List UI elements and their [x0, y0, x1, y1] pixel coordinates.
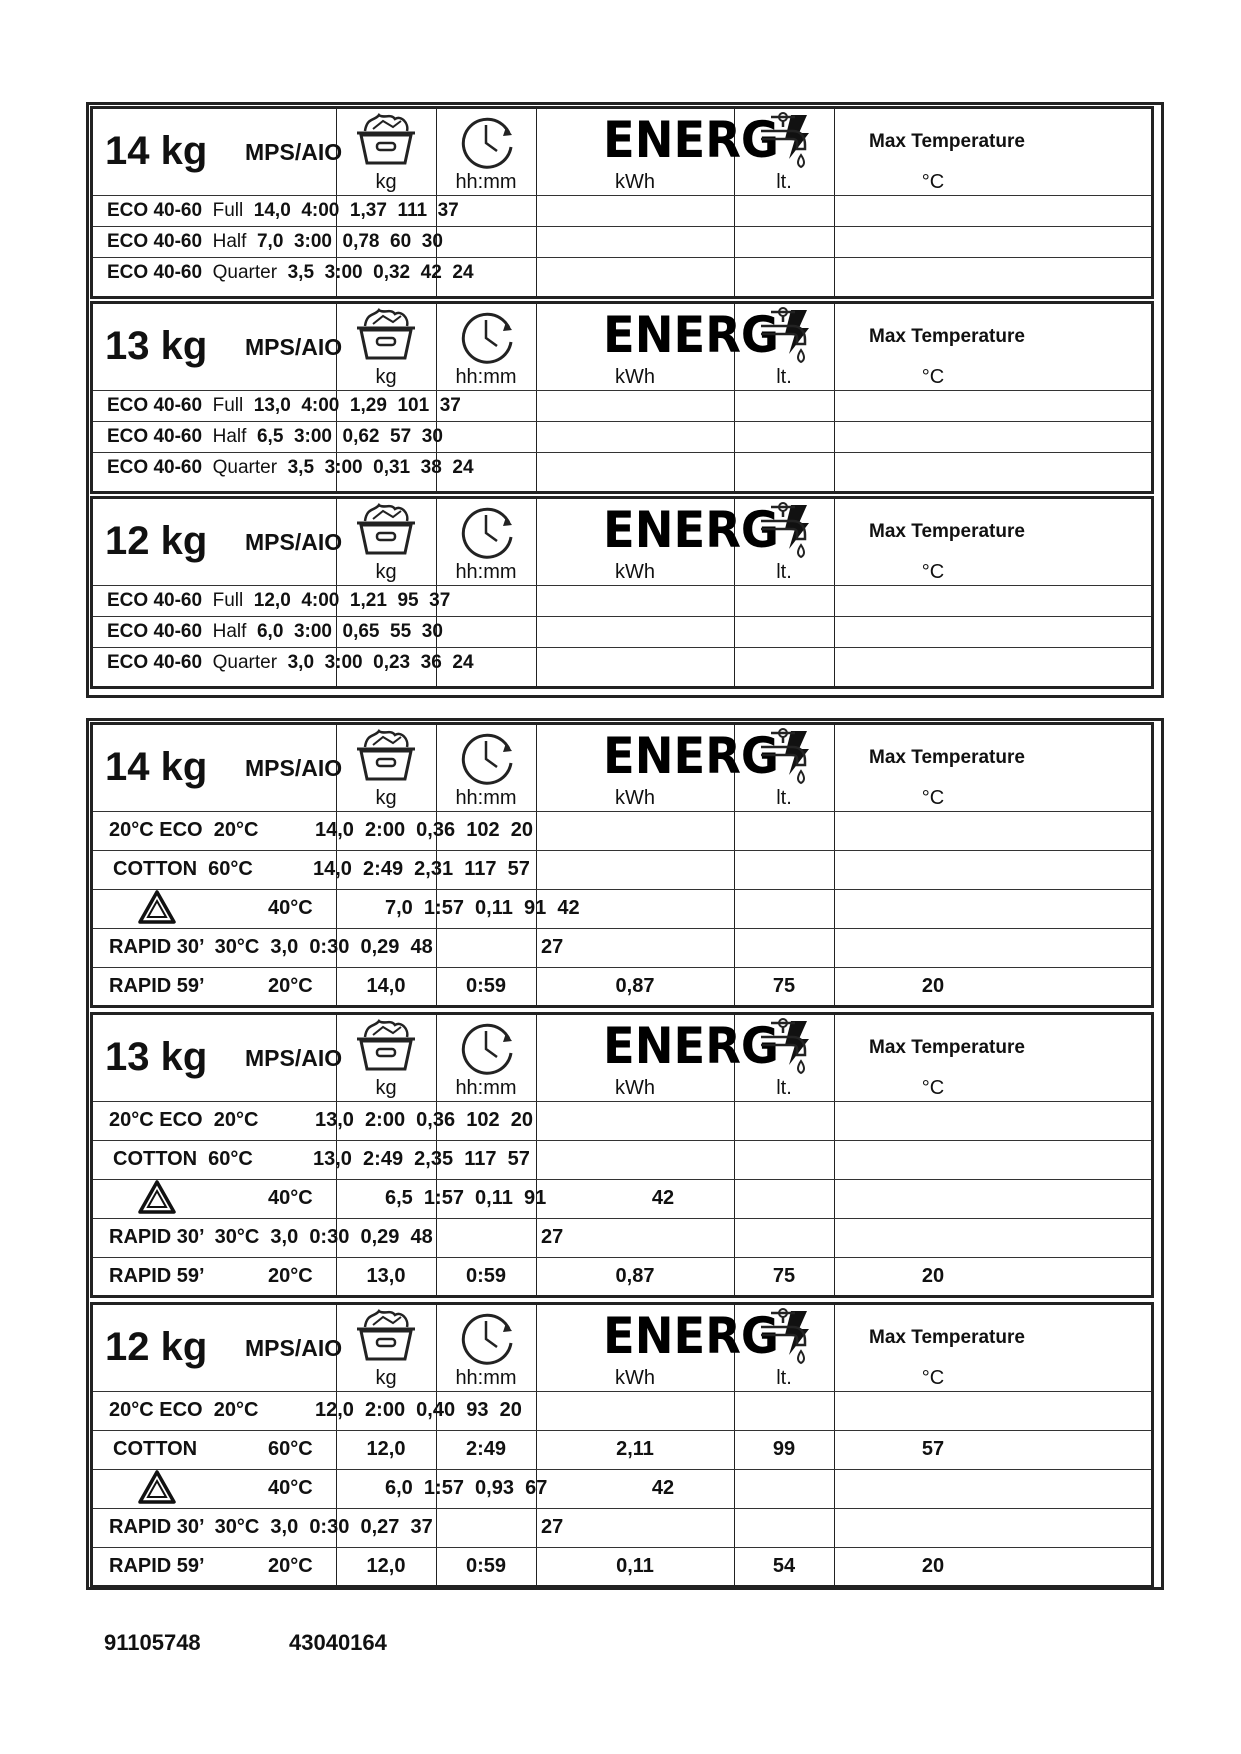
row-values: 12,0 4:00 1,21 95 37 — [253, 590, 451, 611]
table-row — [107, 457, 474, 479]
cell-lt: 99 — [772, 1438, 796, 1460]
water-tap-icon — [757, 501, 813, 563]
unit-lt: lt. — [776, 1077, 792, 1099]
row-values: 27 — [541, 1226, 564, 1248]
weight-title: 12 kg — [105, 519, 208, 563]
water-tap-icon — [757, 306, 813, 368]
water-tap-icon — [757, 1307, 813, 1369]
bottom-block-12-kg — [90, 1302, 1154, 1588]
unit-kg: kg — [375, 787, 397, 809]
program-name: 20°C ECO 20°C — [109, 819, 259, 841]
table-row — [107, 590, 450, 612]
column-divider — [536, 304, 537, 491]
cell-max: 20 — [921, 1555, 945, 1577]
max-temperature-label: Max Temperature — [869, 326, 1025, 347]
load-mode: Quarter — [212, 457, 278, 478]
program-name: ECO 40-60 — [107, 200, 203, 221]
table-row — [107, 426, 443, 448]
unit-time: hh:mm — [455, 171, 517, 193]
row-divider — [93, 647, 1151, 648]
cell-time: 0:59 — [465, 975, 507, 997]
row-divider — [93, 1218, 1151, 1219]
triangle-warning-icon — [137, 889, 177, 925]
row-values: 27 — [541, 1516, 564, 1538]
program-name: COTTON 60°C — [113, 858, 253, 880]
program-temp: 40°C — [268, 1187, 313, 1209]
weight-title: 14 kg — [105, 129, 208, 173]
row-values: 14,0 2:00 0,36 102 20 — [315, 819, 533, 841]
column-divider — [834, 499, 835, 686]
water-tap-icon — [757, 727, 813, 789]
column-divider — [834, 1305, 835, 1585]
program-temp: 20°C — [268, 1265, 313, 1287]
max-temperature-label: Max Temperature — [869, 521, 1025, 542]
energy-word: ENERG — [603, 729, 779, 783]
unit-kg: kg — [375, 171, 397, 193]
cell-kwh: 0,87 — [615, 1265, 655, 1287]
cell-lt: 75 — [772, 975, 796, 997]
row-divider — [93, 616, 1151, 617]
program-name: RAPID 59’ — [109, 975, 205, 997]
cell-kg: 12,0 — [366, 1438, 406, 1460]
load-mode: Quarter — [212, 652, 278, 673]
top-block-14-kg — [90, 106, 1154, 299]
load-mode: Full — [212, 200, 244, 221]
column-divider — [436, 1305, 437, 1585]
laundry-basket-icon — [353, 1017, 419, 1073]
code-2: 43040164 — [289, 1630, 387, 1655]
program-name: ECO 40-60 — [107, 590, 203, 611]
unit-kwh: kWh — [615, 1077, 655, 1099]
unit-kg: kg — [375, 561, 397, 583]
program-name: ECO 40-60 — [107, 621, 203, 642]
row-values: 3,0 3:00 0,23 36 24 — [287, 652, 474, 673]
column-divider — [536, 109, 537, 296]
column-divider — [536, 499, 537, 686]
row-values: 13,0 2:00 0,36 102 20 — [315, 1109, 533, 1131]
load-mode: Full — [212, 395, 244, 416]
clock-icon — [457, 111, 519, 173]
row-divider — [93, 1469, 1151, 1470]
cell-kwh: 0,11 — [616, 1555, 654, 1577]
row-divider — [93, 390, 1151, 391]
row-values: 12,0 2:00 0,40 93 20 — [315, 1399, 522, 1421]
row-divider — [93, 811, 1151, 812]
program-temp: 60°C — [268, 1438, 313, 1460]
energy-word: ENERG — [603, 1309, 779, 1363]
clock-icon — [457, 727, 519, 789]
table-row — [107, 395, 461, 417]
unit-kwh: kWh — [615, 1367, 655, 1389]
water-tap-icon — [757, 111, 813, 173]
code-1: 91105748 — [104, 1630, 201, 1655]
program-name: ECO 40-60 — [107, 652, 203, 673]
program-name: ECO 40-60 — [107, 426, 203, 447]
unit-temp: °C — [921, 1367, 945, 1389]
row-values: 13,0 4:00 1,29 101 37 — [253, 395, 461, 416]
program-name: ECO 40-60 — [107, 457, 203, 478]
column-divider — [536, 1015, 537, 1295]
cell-kg: 13,0 — [366, 1265, 406, 1287]
row-divider — [93, 195, 1151, 196]
mps-aio-label: MPS/AIO — [245, 755, 343, 781]
program-name: COTTON 60°C — [113, 1148, 253, 1170]
program-name: ECO 40-60 — [107, 395, 203, 416]
max-temperature-label: Max Temperature — [869, 1037, 1025, 1058]
bottom-block-13-kg — [90, 1012, 1154, 1298]
unit-time: hh:mm — [455, 366, 517, 388]
unit-temp: °C — [921, 787, 945, 809]
program-temp: 20°C — [268, 1555, 313, 1577]
row-divider — [93, 1179, 1151, 1180]
row-divider — [93, 1257, 1151, 1258]
row-divider — [93, 850, 1151, 851]
triangle-warning-icon — [137, 1469, 177, 1505]
laundry-basket-icon — [353, 1307, 419, 1363]
unit-temp: °C — [921, 1077, 945, 1099]
clock-icon — [457, 1307, 519, 1369]
cell-kg: 14,0 — [366, 975, 406, 997]
program-name: ECO 40-60 — [107, 231, 203, 252]
unit-kg: kg — [375, 1367, 397, 1389]
unit-kwh: kWh — [615, 561, 655, 583]
mps-aio-label: MPS/AIO — [245, 529, 343, 555]
energy-word: ENERG — [603, 113, 779, 167]
program-name: ECO 40-60 — [107, 262, 203, 283]
mps-aio-label: MPS/AIO — [245, 1335, 343, 1361]
cell-max-temp: 42 — [651, 1187, 675, 1209]
bottom-block-14-kg — [90, 722, 1154, 1008]
column-divider — [536, 725, 537, 1005]
unit-lt: lt. — [776, 1367, 792, 1389]
program-name: 20°C ECO 20°C — [109, 1399, 259, 1421]
unit-kg: kg — [375, 1077, 397, 1099]
triangle-warning-icon — [137, 1179, 177, 1215]
unit-time: hh:mm — [455, 1077, 517, 1099]
column-divider — [536, 1305, 537, 1585]
row-values: 13,0 2:49 2,35 117 57 — [313, 1148, 530, 1170]
unit-lt: lt. — [776, 787, 792, 809]
row-values: 7,0 3:00 0,78 60 30 — [256, 231, 443, 252]
laundry-basket-icon — [353, 501, 419, 557]
weight-title: 13 kg — [105, 324, 208, 368]
load-mode: Half — [212, 426, 247, 447]
unit-kwh: kWh — [615, 366, 655, 388]
mps-aio-label: MPS/AIO — [245, 1045, 343, 1071]
program-name: COTTON — [113, 1438, 198, 1460]
load-mode: Half — [212, 621, 247, 642]
unit-lt: lt. — [776, 561, 792, 583]
row-divider — [93, 1508, 1151, 1509]
load-mode: Quarter — [212, 262, 278, 283]
energy-word: ENERG — [603, 1019, 779, 1073]
column-divider — [834, 1015, 835, 1295]
table-row — [107, 231, 443, 253]
cell-max: 57 — [921, 1438, 945, 1460]
laundry-basket-icon — [353, 306, 419, 362]
unit-lt: lt. — [776, 171, 792, 193]
cell-max: 20 — [921, 1265, 945, 1287]
clock-icon — [457, 501, 519, 563]
row-values: 6,0 1:57 0,93 67 — [385, 1477, 548, 1499]
top-block-13-kg — [90, 301, 1154, 494]
row-values: 6,5 3:00 0,62 57 30 — [256, 426, 443, 447]
program-temp: 40°C — [268, 897, 313, 919]
row-divider — [93, 1101, 1151, 1102]
cell-lt: 54 — [772, 1555, 796, 1577]
table-row — [107, 200, 459, 222]
program-name: RAPID 30’ 30°C 3,0 0:30 0,27 37 — [109, 1516, 433, 1538]
program-temp: 40°C — [268, 1477, 313, 1499]
column-divider — [834, 109, 835, 296]
weight-title: 13 kg — [105, 1035, 208, 1079]
unit-time: hh:mm — [455, 787, 517, 809]
row-divider — [93, 257, 1151, 258]
program-name: 20°C ECO 20°C — [109, 1109, 259, 1131]
unit-time: hh:mm — [455, 561, 517, 583]
column-divider — [834, 304, 835, 491]
cell-lt: 75 — [772, 1265, 796, 1287]
energy-word: ENERG — [603, 308, 779, 362]
water-tap-icon — [757, 1017, 813, 1079]
row-divider — [93, 967, 1151, 968]
column-divider — [834, 725, 835, 1005]
row-values: 6,5 1:57 0,11 91 — [385, 1187, 547, 1209]
unit-kwh: kWh — [615, 171, 655, 193]
laundry-basket-icon — [353, 111, 419, 167]
row-values: 27 — [541, 936, 564, 958]
laundry-basket-icon — [353, 727, 419, 783]
unit-time: hh:mm — [455, 1367, 517, 1389]
program-name: RAPID 59’ — [109, 1265, 205, 1287]
row-divider — [93, 226, 1151, 227]
max-temperature-label: Max Temperature — [869, 747, 1025, 768]
row-divider — [93, 1547, 1151, 1548]
table-row — [107, 262, 474, 284]
unit-temp: °C — [921, 561, 945, 583]
row-values: 6,0 3:00 0,65 55 30 — [256, 621, 443, 642]
unit-temp: °C — [921, 366, 945, 388]
clock-icon — [457, 1017, 519, 1079]
table-row — [107, 621, 443, 643]
max-temperature-label: Max Temperature — [869, 131, 1025, 152]
weight-title: 12 kg — [105, 1325, 208, 1369]
row-divider — [93, 1391, 1151, 1392]
unit-lt: lt. — [776, 366, 792, 388]
program-name: RAPID 30’ 30°C 3,0 0:30 0,29 48 — [109, 936, 433, 958]
cell-max: 20 — [921, 975, 945, 997]
mps-aio-label: MPS/AIO — [245, 334, 343, 360]
load-mode: Full — [212, 590, 244, 611]
clock-icon — [457, 306, 519, 368]
row-divider — [93, 1430, 1151, 1431]
row-values: 3,5 3:00 0,31 38 24 — [287, 457, 474, 478]
row-divider — [93, 928, 1151, 929]
row-values: 7,0 1:57 0,11 91 42 — [385, 897, 580, 919]
cell-kwh: 2,11 — [616, 1438, 654, 1460]
program-temp: 20°C — [268, 975, 313, 997]
row-divider — [93, 421, 1151, 422]
row-divider — [93, 889, 1151, 890]
cell-time: 0:59 — [465, 1555, 507, 1577]
row-values: 3,5 3:00 0,32 42 24 — [287, 262, 474, 283]
cell-time: 2:49 — [465, 1438, 507, 1460]
top-block-12-kg — [90, 496, 1154, 689]
program-name: RAPID 30’ 30°C 3,0 0:30 0,29 48 — [109, 1226, 433, 1248]
table-row — [107, 652, 474, 674]
program-name: RAPID 59’ — [109, 1555, 205, 1577]
unit-temp: °C — [921, 171, 945, 193]
cell-kwh: 0,87 — [615, 975, 655, 997]
row-divider — [93, 585, 1151, 586]
row-divider — [93, 452, 1151, 453]
row-values: 14,0 2:49 2,31 117 57 — [313, 858, 530, 880]
load-mode: Half — [212, 231, 247, 252]
weight-title: 14 kg — [105, 745, 208, 789]
energy-word: ENERG — [603, 503, 779, 557]
mps-aio-label: MPS/AIO — [245, 139, 343, 165]
cell-kg: 12,0 — [366, 1555, 406, 1577]
unit-kwh: kWh — [615, 787, 655, 809]
cell-time: 0:59 — [465, 1265, 507, 1287]
cell-max-temp: 42 — [651, 1477, 675, 1499]
row-values: 14,0 4:00 1,37 111 37 — [253, 200, 459, 221]
max-temperature-label: Max Temperature — [869, 1327, 1025, 1348]
row-divider — [93, 1140, 1151, 1141]
unit-kg: kg — [375, 366, 397, 388]
